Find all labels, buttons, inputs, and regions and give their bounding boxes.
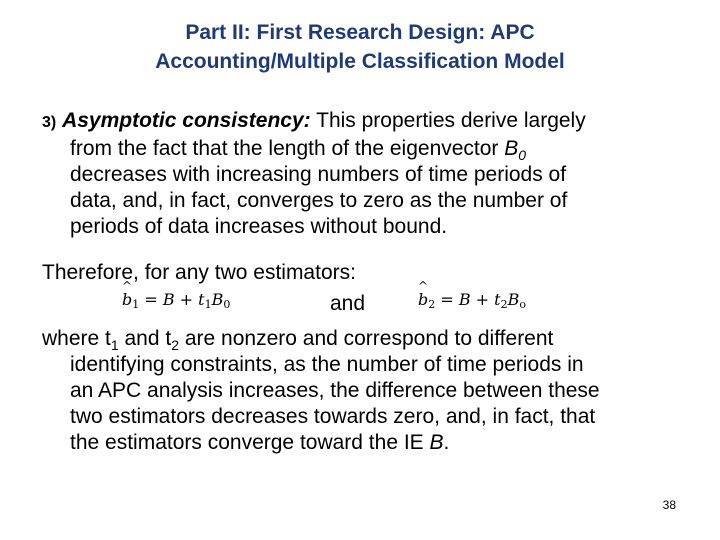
formula2-t-sub: 2 (500, 298, 508, 311)
page-number: 38 (662, 498, 676, 512)
item-number: 3) (42, 114, 57, 131)
where-line-4: two estimators decreases towards zero, and, in fact, that (70, 405, 596, 428)
title-line-1: Part II: First Research Design: APC (185, 21, 535, 44)
formula2-plus: + (470, 290, 495, 309)
formula1-lhs-sub: 1 (132, 298, 140, 311)
formula1-B0: B (211, 290, 224, 309)
formula2-lhs: ^ b (418, 290, 428, 309)
item-line-3: decreases with increasing numbers of time periods of (70, 163, 567, 186)
slide-title (40, 18, 680, 76)
where-line5-pre: the estimators converge toward the IE (70, 431, 430, 454)
and-word: and (330, 292, 366, 315)
where-sub-2: 2 (171, 337, 180, 353)
ie-var: B (429, 431, 444, 454)
formula2-B0-sub: o (519, 298, 526, 311)
formula1-B: B (162, 290, 175, 309)
therefore-text: Therefore, for any two estimators: (42, 261, 356, 284)
item-line-5: periods of data increases without bound. (70, 215, 448, 238)
where-line5-end: . (443, 431, 450, 454)
estimator-formula-2 (418, 290, 526, 311)
where-line-1 (42, 326, 682, 352)
formula1-t: t (198, 290, 205, 309)
consistency-paragraph (42, 108, 682, 240)
formula2-t: t (494, 290, 501, 309)
formula1-B0-sub: 0 (223, 298, 231, 311)
item-line1-rest: This properties derive largely (310, 109, 586, 132)
estimator-formula-1 (122, 290, 230, 311)
item-line-4: data, and, in fact, converges to zero as the number of (70, 189, 568, 212)
where-paragraph (42, 326, 682, 456)
where-line-5 (42, 430, 682, 456)
formula1-plus: + (174, 290, 199, 309)
formula2-B0: B (507, 290, 520, 309)
formula1-eq: = (139, 290, 163, 309)
item-line2-text: from the fact that the length of the eigenvector (70, 137, 505, 160)
where-line-3: an APC analysis increases, the difference between these (70, 379, 600, 402)
where-sub-1: 1 (110, 337, 119, 353)
eigenvector-sub: 0 (518, 147, 527, 163)
formula2-eq: = (435, 290, 459, 309)
formula1-lhs: ^ b (122, 290, 132, 309)
where-line1-c: are nonzero and correspond to different (179, 327, 554, 350)
item-line-2 (42, 136, 682, 162)
formula1-t-sub: 1 (204, 298, 212, 311)
where-line-2: identifying constraints, as the number of time periods in (70, 353, 584, 376)
where-line1-a: where t (42, 327, 111, 350)
title-line-2: Accounting/Multiple Classification Model (155, 50, 565, 73)
paragraph-first-line (42, 108, 682, 136)
item-term: Asymptotic consistency: (62, 109, 311, 132)
where-line1-b: and t (118, 327, 172, 350)
formula2-B: B (458, 290, 471, 309)
formula2-lhs-sub: 2 (428, 298, 436, 311)
eigenvector-var: B (504, 137, 519, 160)
